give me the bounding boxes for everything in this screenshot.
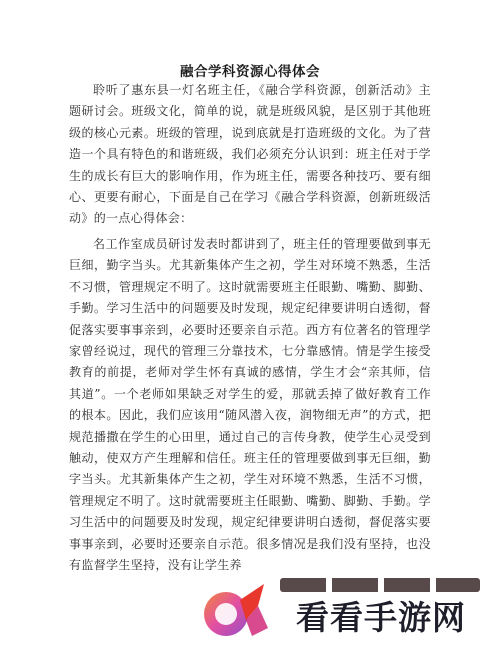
body-paragraph: 名工作室成员研讨发表时都讲到了，班主任的管理要做到事无巨细，勤字当头。尤其新集体产生之初，学生对环境不熟悉，生活不习惯，管理规定不明了。这时就需要班主任眼勤、嘴勤、脚勤、手勤。学习生活中的问题要及时发现，规定纪律要讲明白透彻，督促落实要事事亲到，必要时还要亲自示范。西方有位著名的管理学家曾经说过，现代的管理三分靠技术，七分靠感情。情是学生接受教育的前提，老师对学生怀有真诚的感情，学生才会“亲其师，信其道”。一个老师如果缺乏对学生的爱，那就丢掉了做好教育工作的根本。因此，我们应该用“随风潜入夜，润物细无声”的方式，把规范播撒在学生的心田里，通过自己的言传身教，使学生心灵受到触动，使双方产生理解和信任。班主任的管理要做到事无巨细，勤字当头。尤其新集体产生之初，学生对环境不熟悉，生活不习惯，管理规定不明了。这时就需要班主任眼勤、嘴勤、脚勤、手勤。学习生活中的问题要及时发现，规定纪律要讲明白透彻，督促落实要事事亲到，必要时还要亲自示范。很多情况是我们没有坚持，也没有监督学生坚持，没有让学生养 xyxy=(69,237,431,573)
watermark-text: 看看手游网 xyxy=(296,598,466,637)
intro-paragraph: 聆听了惠东县一灯名班主任，《融合学科资源，创新活动》主题研讨会。班级文化，简单的说，就是班级风貌，是区别于其他班级的核心元素。班级的管理，说到底就是打造班级的文化。为了营造一个具有特色的和谐班级，我们必须充分认识到：班主任对于学生的成长有巨大的影响作用，作为班主任，需要各种技巧、要有细心、更要有耐心，下面是自己在学习《融合学科资源，创新班级活动》的一点心得体会： xyxy=(69,83,431,226)
document-title: 融合学科资源心得体会 xyxy=(180,64,320,80)
gamepad-logo-icon xyxy=(202,570,272,642)
watermark-band xyxy=(280,578,480,592)
